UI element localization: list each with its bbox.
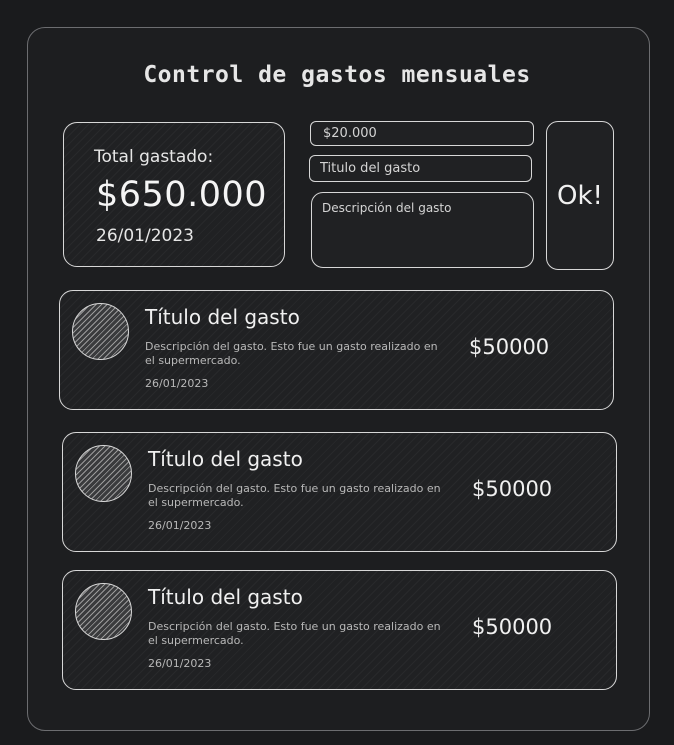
expense-description: Descripción del gasto. Esto fue un gasto realizado en el supermercado.: [148, 482, 441, 509]
amount-input[interactable]: [310, 121, 534, 146]
avatar: [75, 445, 132, 502]
expense-card[interactable]: [62, 432, 617, 552]
expense-amount: $50000: [469, 335, 550, 359]
total-summary-card: [63, 122, 285, 267]
expense-description-input[interactable]: [311, 192, 534, 268]
expense-date: 26/01/2023: [148, 657, 212, 670]
submit-button[interactable]: Ok!: [546, 121, 614, 270]
expense-description: Descripción del gasto. Esto fue un gasto realizado en el supermercado.: [145, 340, 438, 367]
total-amount: $650.000: [96, 175, 268, 215]
page-title: Control de gastos mensuales: [143, 62, 531, 88]
expense-date: 26/01/2023: [148, 519, 212, 532]
expense-title: Título del gasto: [148, 447, 303, 471]
total-date: 26/01/2023: [96, 226, 194, 246]
expense-card[interactable]: [62, 570, 617, 690]
total-label: Total gastado:: [94, 147, 214, 167]
avatar: [75, 583, 132, 640]
expense-title: Título del gasto: [145, 305, 300, 329]
avatar: [72, 303, 129, 360]
expense-amount: $50000: [472, 615, 553, 639]
expense-title: Título del gasto: [148, 585, 303, 609]
expense-amount: $50000: [472, 477, 553, 501]
expense-date: 26/01/2023: [145, 377, 209, 390]
expense-title-input[interactable]: [309, 155, 532, 182]
expense-description: Descripción del gasto. Esto fue un gasto realizado en el supermercado.: [148, 620, 441, 647]
expense-card[interactable]: [59, 290, 614, 410]
